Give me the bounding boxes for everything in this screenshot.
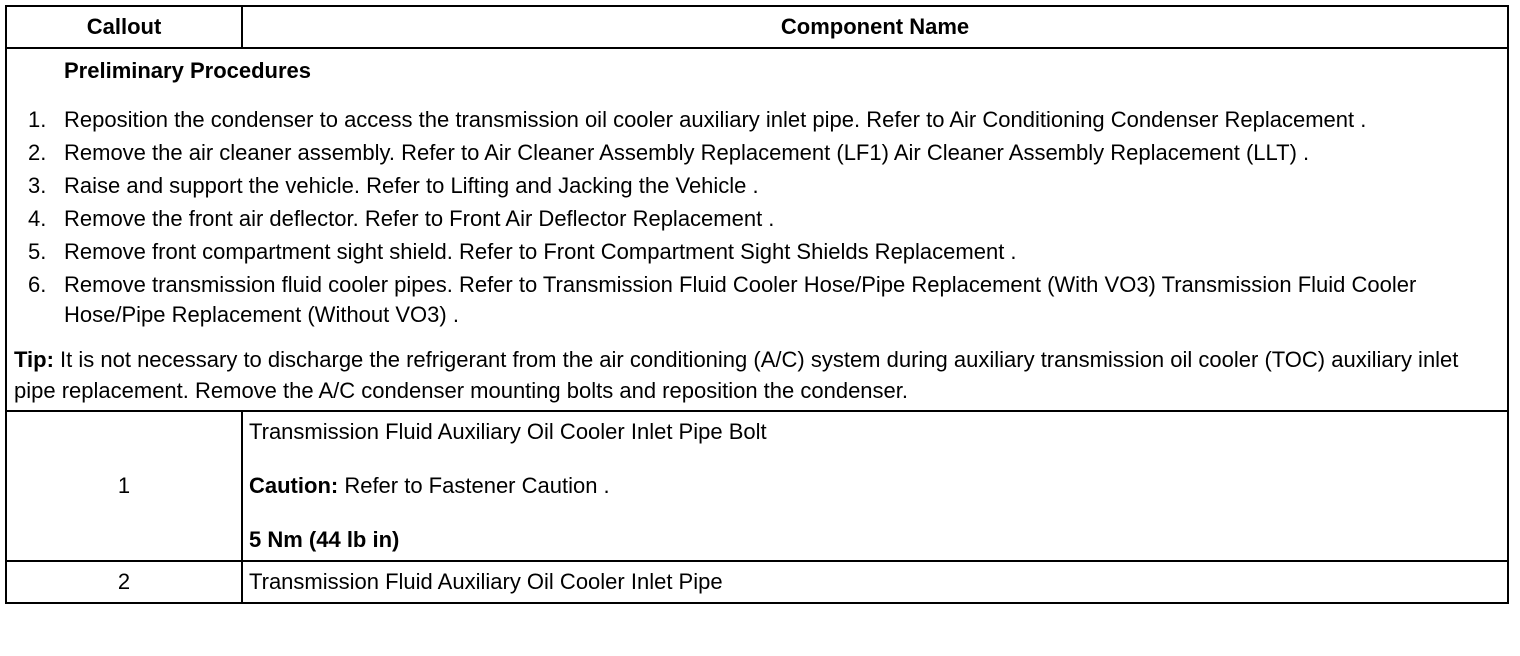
callout-number: 1 (6, 411, 242, 561)
table-header-row (6, 6, 1508, 48)
step-item (14, 105, 1501, 135)
step-number: 5. (28, 239, 47, 264)
tip-label: Tip: (14, 347, 54, 372)
callout-header: Callout (6, 6, 242, 48)
preliminary-row (6, 48, 1508, 411)
step-item (14, 138, 1501, 168)
step-number: 6. (28, 272, 47, 297)
caution-label: Caution: (249, 473, 339, 498)
component-name-header: Component Name (242, 6, 1508, 48)
component-name: Transmission Fluid Auxiliary Oil Cooler Inlet Pipe (242, 561, 1508, 603)
step-item (14, 237, 1501, 267)
step-text: Remove the front air deflector. Refer to Front Air Deflector Replacement . (64, 206, 775, 231)
preliminary-title: Preliminary Procedures (64, 58, 312, 83)
step-number: 1. (28, 107, 47, 132)
component-table (5, 5, 1509, 604)
step-item (14, 270, 1501, 330)
step-item (14, 171, 1501, 201)
tip-text: It is not necessary to discharge the refrigerant from the air conditioning (A/C) system during auxiliary transmission oil cooler (TOC) auxiliary inlet pipe replacement. Remove the A/C condenser mounting bolts and reposition the condenser. (14, 347, 1459, 403)
step-text: Remove transmission fluid cooler pipes. Refer to Transmission Fluid Cooler Hose/Pipe Replacement (With VO3) Transmission Fluid Cooler Hose/Pipe Replacement (Without VO3) . (64, 272, 1417, 327)
step-number: 4. (28, 206, 47, 231)
step-text: Raise and support the vehicle. Refer to Lifting and Jacking the Vehicle . (64, 173, 759, 198)
preliminary-procedures (6, 48, 1508, 411)
caution-note (249, 470, 1501, 502)
step-text: Remove the air cleaner assembly. Refer to Air Cleaner Assembly Replacement (LF1) Air Cleaner Assembly Replacement (LLT) . (64, 140, 1310, 165)
caution-text: Refer to Fastener Caution . (338, 473, 610, 498)
torque-spec: 5 Nm (44 lb in) (249, 527, 400, 552)
step-item (14, 204, 1501, 234)
step-number: 2. (28, 140, 47, 165)
step-number: 3. (28, 173, 47, 198)
component-name: Transmission Fluid Auxiliary Oil Cooler Inlet Pipe Bolt (249, 419, 767, 444)
step-list (14, 105, 1501, 330)
callout-number: 2 (6, 561, 242, 603)
step-text: Remove front compartment sight shield. Refer to Front Compartment Sight Shields Replacement . (64, 239, 1017, 264)
step-text: Reposition the condenser to access the transmission oil cooler auxiliary inlet pipe. Refer to Air Conditioning Condenser Replacement . (64, 107, 1367, 132)
component-cell (242, 411, 1508, 561)
table-row (6, 561, 1508, 603)
tip-note (14, 344, 1501, 406)
table-row (6, 411, 1508, 561)
